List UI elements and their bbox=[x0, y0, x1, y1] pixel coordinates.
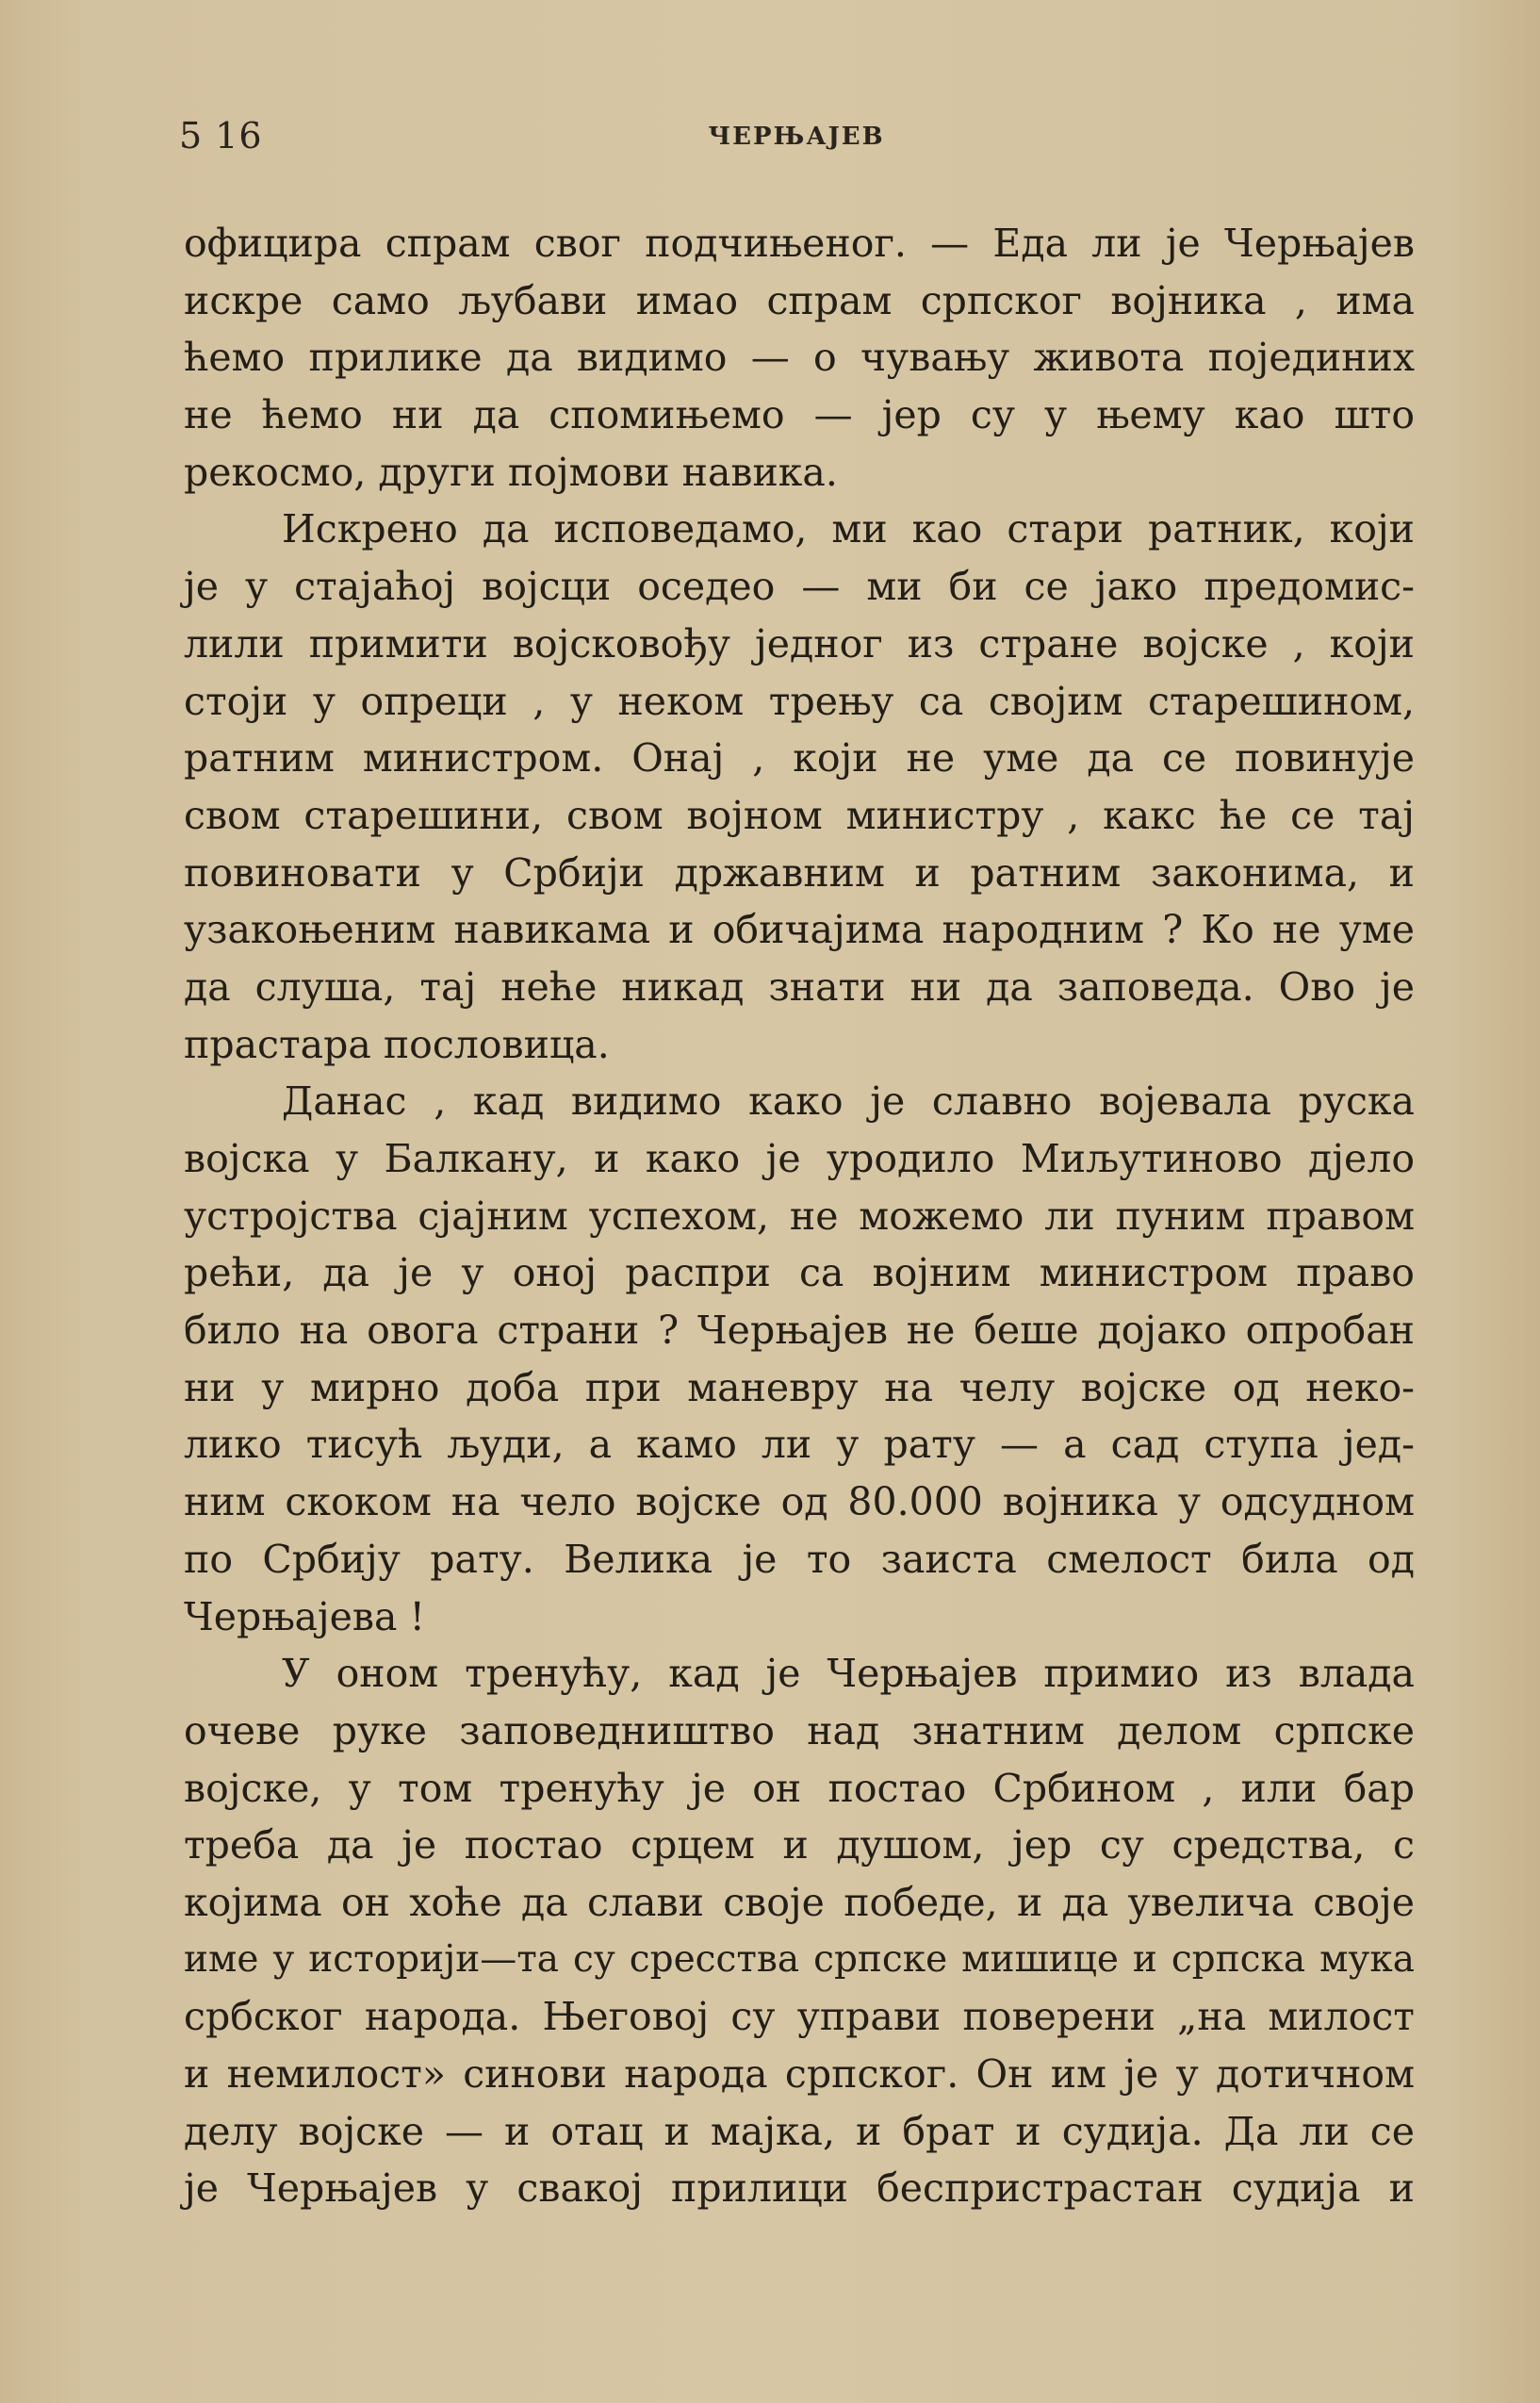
text-line: повиновати у Србији државним и ратним законима, и bbox=[184, 849, 1415, 896]
text-line: да слуша, тај неће никад знати ни да заповеда. Ово је bbox=[184, 963, 1415, 1010]
text-line: војска у Балкану, и како је уродило Миљутиново дјело bbox=[184, 1136, 1415, 1181]
text-line: по Србију рату. Велика је то заиста смелост била од bbox=[184, 1536, 1415, 1582]
text-line: име у историји—та су сресства српске мишице и српска мука bbox=[184, 1937, 1415, 1981]
text-line: свом старешини, свом војном министру , какс ће се тај bbox=[184, 792, 1415, 838]
text-line: је Черњајев у свакој прилици беспристрастан судија и bbox=[184, 2165, 1415, 2212]
text-line: је у стајаћој војсци оседео — ми би се јако предомис- bbox=[184, 564, 1415, 610]
text-line: србског народа. Његовој су управи поверени „на милост bbox=[184, 1994, 1415, 2040]
text-line: треба да је постао срцем и душом, јер су средства, с bbox=[184, 1822, 1415, 1868]
running-title: ЧЕРЊАЈЕВ bbox=[708, 123, 885, 151]
text-line: рећи, да је у оној распри са војним министром право bbox=[184, 1250, 1415, 1296]
text-line: устројства сјајним успехом, не можемо ли пуним правом bbox=[184, 1193, 1415, 1239]
text-line: Искрено да исповедамо, ми као стари ратник, који bbox=[282, 506, 1415, 552]
text-line: војске, у том тренућу је он постао Србином , или бар bbox=[184, 1765, 1415, 1811]
text-line: лико тисућ људи, а камо ли у рату — а сад ступа јед- bbox=[184, 1422, 1415, 1468]
body-text bbox=[184, 215, 1415, 2217]
text-line: очеве руке заповедништво над знатним делом српске bbox=[184, 1707, 1415, 1753]
text-line: искре само љубави имао спрам српског војника , има bbox=[184, 277, 1415, 323]
text-line: не ћемо ни да спомињемо — јер су у њему као што bbox=[184, 392, 1415, 438]
text-line: Данас , кад видимо како је славно војевала руска bbox=[282, 1078, 1415, 1125]
text-line: било на овога страни ? Черњајев не беше дојако опробан bbox=[184, 1308, 1415, 1354]
text-line: официра спрам свог подчињеног. — Еда ли је Черњајев bbox=[184, 221, 1415, 266]
text-line: ћемо прилике да видимо — о чувању живота појединих bbox=[184, 335, 1415, 381]
text-line: и немилост» синови народа српског. Он им је у дотичном bbox=[184, 2051, 1415, 2097]
text-line: узакоњеним навикама и обичајима народним ? Ко не уме bbox=[184, 907, 1415, 953]
text-line: лили примити војсковођу једног из стране војске , који bbox=[184, 620, 1415, 667]
text-line: ним скоком на чело војске од 80.000 војника у одсудном bbox=[184, 1479, 1415, 1525]
page-header bbox=[179, 115, 1414, 162]
text-line: рекосмо, други појмови навика. bbox=[184, 449, 838, 495]
text-line: делу војске — и отац и мајка, и брат и судија. Да ли се bbox=[184, 2108, 1415, 2154]
text-line: У оном тренућу, кад је Черњајев примио из влада bbox=[282, 1651, 1415, 1697]
text-line: Черњајева ! bbox=[184, 1593, 425, 1639]
text-line: прастара пословица. bbox=[184, 1021, 610, 1067]
text-line: ни у мирно доба при маневру на челу војске од неко- bbox=[184, 1364, 1415, 1410]
page-number: 5 16 bbox=[179, 115, 263, 156]
text-line: којима он хоће да слави своје победе, и да увелича своје bbox=[184, 1879, 1415, 1925]
text-line: стоји у опреци , у неком трењу са својим старешином, bbox=[184, 678, 1415, 724]
text-line: ратним министром. Онај , који не уме да се повинује bbox=[184, 735, 1415, 782]
